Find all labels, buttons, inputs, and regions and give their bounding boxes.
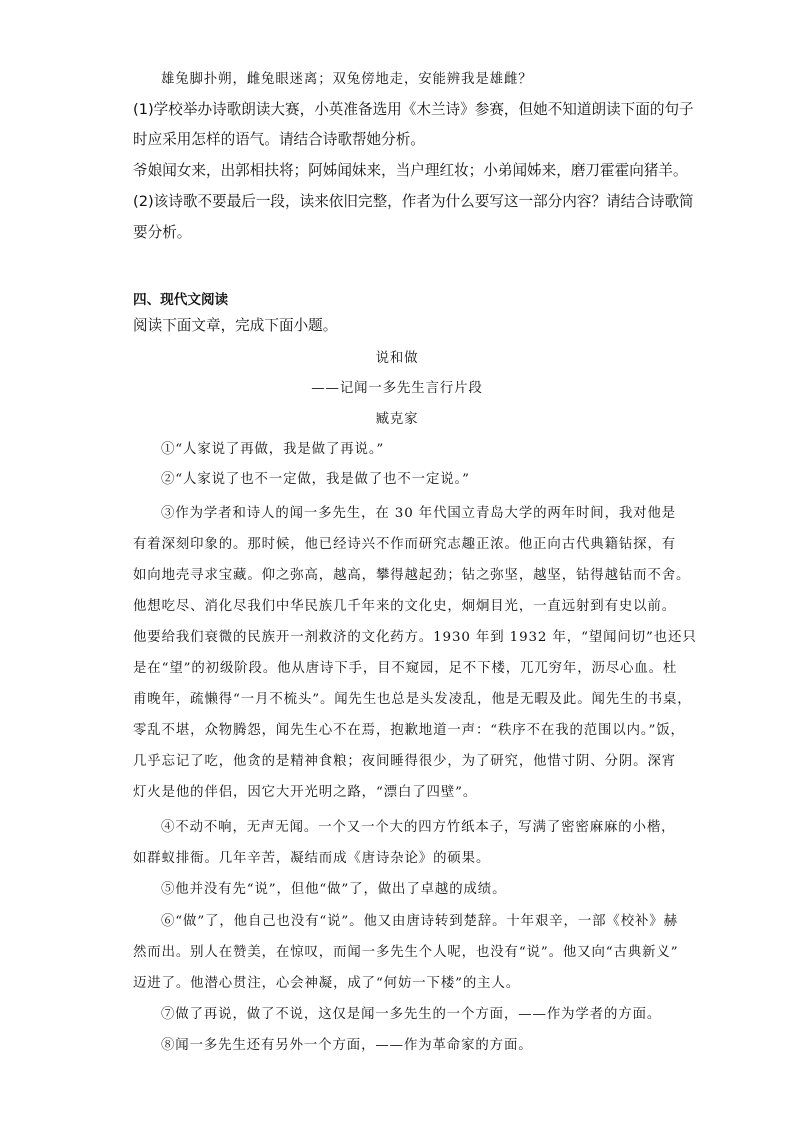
paragraph-3-line: 几乎忘记了吃，他贪的是精神食粮；夜间睡得很少，为了研究，他惜寸阴、分阴。深宵 bbox=[133, 754, 677, 769]
paragraph-7: ⑦做了再说，做了不说，这仅是闻一多先生的一个方面，——作为学者的方面。 bbox=[161, 1007, 662, 1022]
paragraph-6-line: 迈进了。他潜心贯注，心会神凝，成了“何妨一下楼”的主人。 bbox=[133, 976, 521, 991]
question-2-line-2: 要分析。 bbox=[133, 224, 192, 241]
paragraph-3-line: 他要给我们衰微的民族开一剂救济的文化药方。1930 年到 1932 年，“望闻问切”也还只 bbox=[133, 630, 697, 645]
question-1-line-1: (1)学校举办诗歌朗读大赛，小英准备选用《木兰诗》参赛，但她不知道朗读下面的句子 bbox=[133, 101, 694, 118]
paragraph-3-line: 如向地壳寻求宝藏。仰之弥高，越高，攀得越起劲；钻之弥坚，越坚，钻得越钻而不舍。 bbox=[133, 568, 691, 583]
paragraph-6-line: ⑥“做”了，他自己也没有“说”。他又由唐诗转到楚辞。十年艰辛，一部《校补》赫 bbox=[161, 914, 678, 929]
paragraph-5: ⑤他并没有先“说”，但他“做”了，做出了卓越的成绩。 bbox=[161, 882, 507, 897]
paragraph-3-line: ③作为学者和诗人的闻一多先生，在 30 年代国立青岛大学的两年时间，我对他是 bbox=[161, 506, 677, 521]
question-1-line-2: 时应采用怎样的语气。请结合诗歌帮她分析。 bbox=[133, 131, 425, 148]
paragraph-4-line: ④不动不响，无声无闻。一个又一个大的四方竹纸本子，写满了密密麻麻的小楷， bbox=[161, 820, 676, 835]
paragraph-8: ⑧闻一多先生还有另外一个方面，——作为革命家的方面。 bbox=[161, 1038, 533, 1053]
paragraph-3-line: 有着深刻印象的。那时候，他已经诗兴不作而研究志趣正浓。他正向古代典籍钻探，有 bbox=[133, 537, 677, 552]
paragraph-3-line: 甫晚年，疏懒得“一月不梳头”。闻先生也总是头发凌乱，他是无暇及此。闻先生的书桌， bbox=[133, 692, 692, 707]
section-instruction: 阅读下面文章，完成下面小题。 bbox=[133, 317, 338, 334]
paragraph-3-line: 灯火是他的伴侣，因它大开光明之路，“漂白了四壁”。 bbox=[133, 785, 478, 800]
paragraph-3-line: 是在“望”的初级阶段。他从唐诗下手，目不窥园，足不下楼，兀兀穷年，沥尽心血。杜 bbox=[133, 661, 678, 676]
article-title: 说和做 bbox=[375, 351, 419, 366]
poem-quote-line: 雄兔脚扑朔，雌兔眼迷离；双兔傍地走，安能辨我是雄雌？ bbox=[161, 72, 533, 87]
paragraph-2: ②“人家说了也不一定做，我是做了也不一定说。” bbox=[161, 472, 470, 487]
section-heading: 四、现代文阅读 bbox=[133, 292, 229, 308]
question-2-line-1: (2)该诗歌不要最后一段，读来依旧完整，作者为什么要写这一部分内容？请结合诗歌简 bbox=[133, 193, 694, 210]
paragraph-3-line: 零乱不堪，众物腾怨，闻先生心不在焉，抱歉地道一声：“秩序不在我的范围以内。”饭， bbox=[133, 723, 685, 738]
paragraph-3-line: 他想吃尽、消化尽我们中华民族几千年来的文化史，炯炯目光，一直远射到有史以前。 bbox=[133, 599, 677, 614]
paragraph-6-line: 然而出。别人在赞美，在惊叹，而闻一多先生个人呢，也没有“说”。他又向“古典新义” bbox=[133, 945, 679, 960]
paragraph-4-line: 如群蚁排衙。几年辛苦，凝结而成《唐诗杂论》的硕果。 bbox=[133, 851, 491, 866]
poem-quote-line-2: 爷娘闻女来，出郭相扶将；阿姊闻妹来，当户理红妆；小弟闻姊来，磨刀霍霍向猪羊。 bbox=[133, 162, 688, 179]
article-author: 臧克家 bbox=[375, 412, 419, 427]
article-subtitle: ——记闻一多先生言行片段 bbox=[311, 381, 483, 396]
paragraph-1: ①“人家说了再做，我是做了再说。” bbox=[161, 442, 385, 457]
